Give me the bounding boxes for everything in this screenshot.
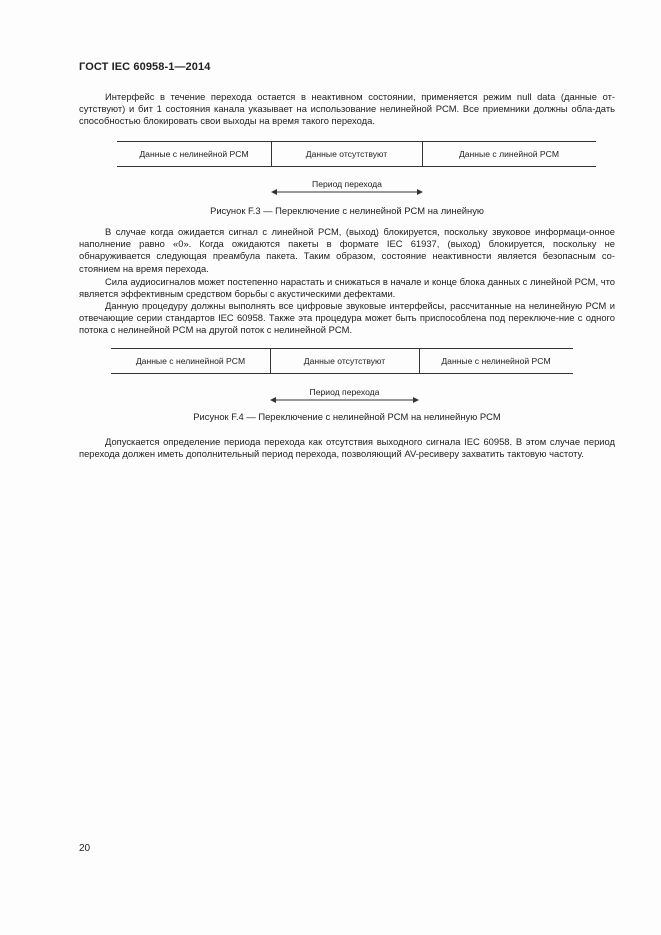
figure-f4-period-arrow	[270, 396, 419, 404]
figure-f4-caption: Рисунок F.4 — Переключение с нелинейной PCM на нелинейную PCM	[193, 411, 501, 422]
figure-f3-caption: Рисунок F.3 — Переключение с нелинейной PCM на линейную	[210, 205, 484, 216]
paragraph-1: Интерфейс в течение перехода остается в неактивном состоянии, применяется режим null data (данные от-сутствуют) и бит 1 состояния канала указывает на использование нелинейной PCM. Все приемники должны обла-дать способностью блокировать свои выходы на время такого перехода.	[79, 91, 615, 127]
page-number: 20	[79, 843, 91, 854]
figure-f4-cell-3: Данные с нелинейной PCM	[441, 356, 551, 366]
figure-f4-cell-1: Данные с нелинейной PCM	[135, 356, 246, 366]
document-header: ГОСТ IEC 60958-1—2014	[79, 61, 211, 73]
figure-f4-period-label: Период перехода	[309, 387, 380, 397]
paragraph-5: Допускается определение периода перехода как отсутствия выходного сигнала IEC 60958. В этом случае период перехода должен иметь дополнительный период перехода, позволяющий AV-ресиверу захватить тактовую частоту.	[79, 436, 615, 460]
paragraph-3: Сила аудиосигналов может постепенно нарастать и снижаться в начале и конце блока данных с линейной PCM, что является эффективным средством борьбы с акустическими дефектами.	[79, 276, 615, 300]
figure-f3-cell-1: Данные с нелинейной PCM	[139, 149, 249, 159]
figure-f3-period-label: Период перехода	[312, 179, 382, 189]
figure-f3-cell-2: Данные отсутствуют	[305, 149, 388, 159]
figure-f3-sequence	[117, 141, 596, 167]
paragraph-4: Данную процедуру должны выполнять все цифровые звуковые интерфейсы, рассчитанные на нелинейную PCM и отвечающие серии стандартов IEC 60958. Также эта процедура может быть приспособлена под переключе-ние с одного потока с нелинейной PCM на другой поток с нелинейной PCM.	[79, 300, 615, 336]
figure-f4-cell-2: Данные отсутствуют	[303, 356, 386, 366]
figure-f3-cell-3: Данные с линейной PCM	[458, 149, 560, 159]
figure-f3-period-arrow	[271, 188, 423, 196]
figure-f4-sequence	[111, 348, 573, 374]
paragraph-2: В случае когда ожидается сигнал с линейной PCM, (выход) блокируется, поскольку звуковое информаци-онное наполнение равно «0». Когда ожидаются пакеты в формате IEC 61937, (выход) блокируется, поскольку не обнаруживается следующая преамбула пакета. Таким образом, состояние неактивности является безопасным со-стоянием на время перехода.	[79, 226, 615, 274]
